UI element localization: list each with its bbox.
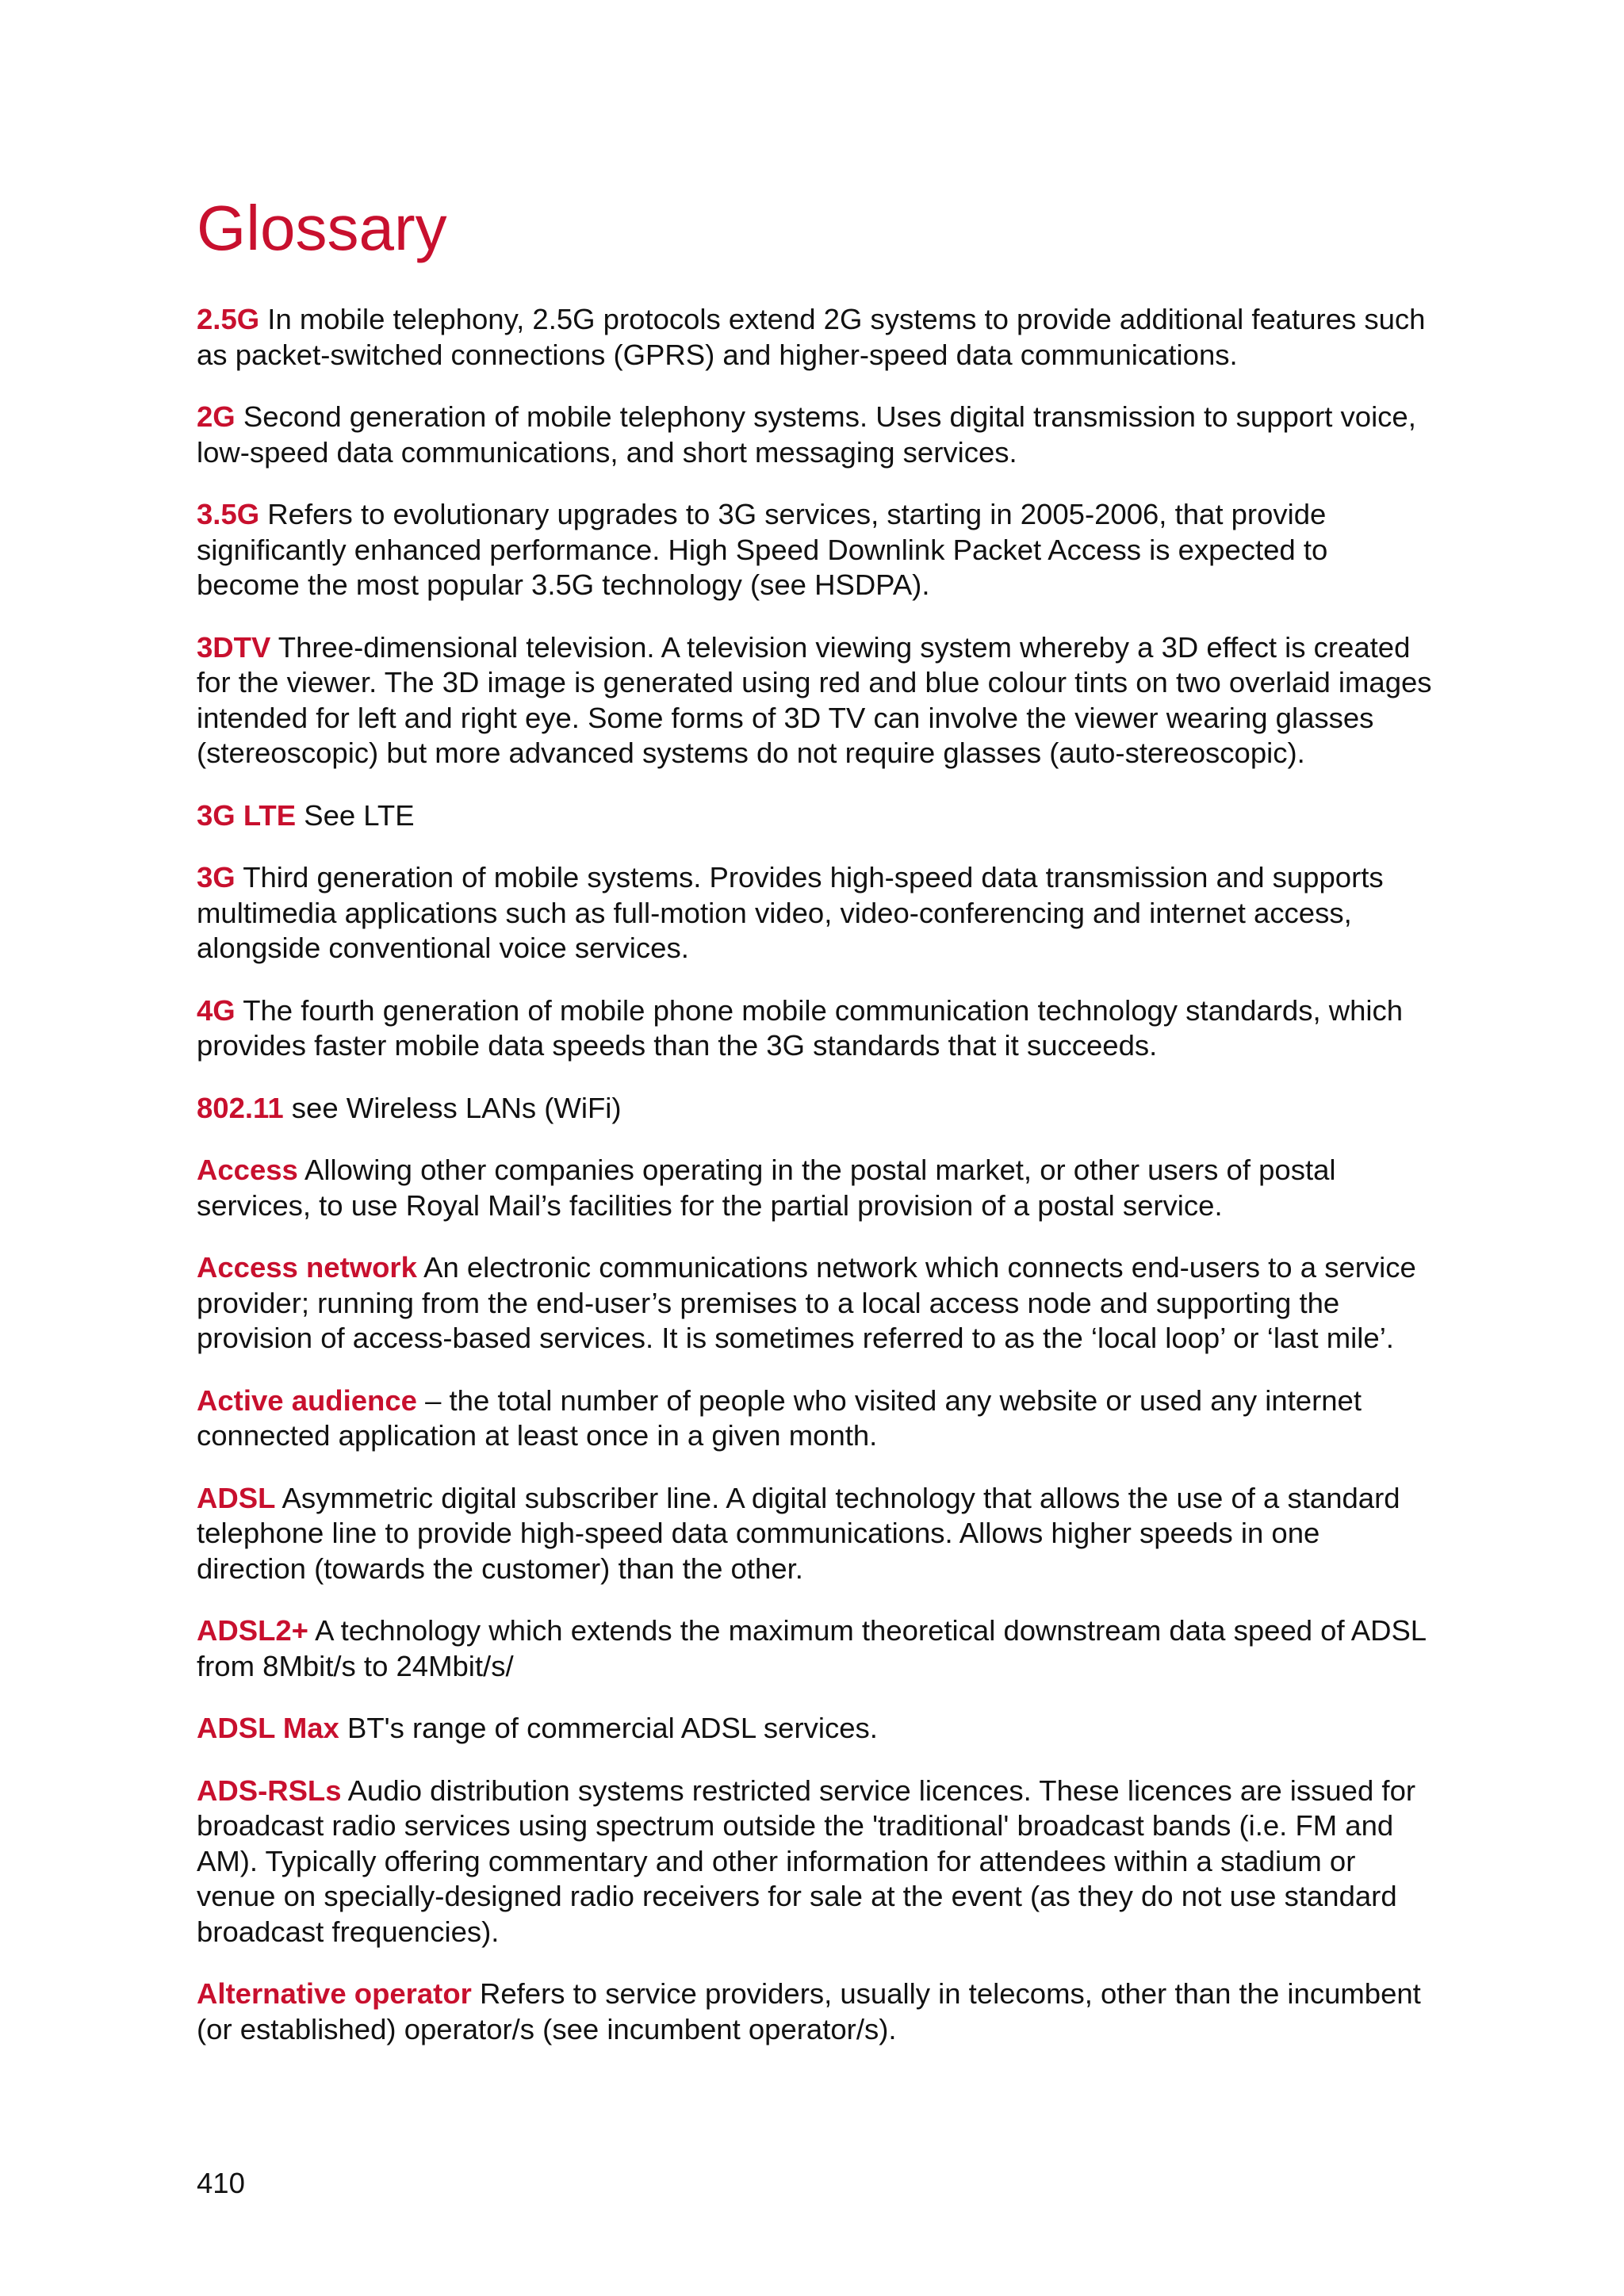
page-number: 410 bbox=[197, 2167, 245, 2199]
glossary-definition: Three-dimensional television. A television viewing system whereby a 3D effect is created for the viewer. The 3D image is generated using red and blue colour tints on two overlaid images intended for left and right eye. Some forms of 3D TV can involve the viewer wearing glasses (stereoscopic) but more advanced systems do not require glasses (auto-stereoscopic). bbox=[197, 630, 1432, 769]
glossary-definition: BT's range of commercial ADSL services. bbox=[347, 1712, 878, 1744]
glossary-term: Alternative operator bbox=[197, 1977, 472, 2010]
glossary-definition: see Wireless LANs (WiFi) bbox=[291, 1091, 622, 1124]
glossary-entry bbox=[197, 497, 1434, 603]
glossary-entry bbox=[197, 1481, 1434, 1587]
glossary-term: Access network bbox=[197, 1251, 417, 1284]
page-title: Glossary bbox=[197, 193, 447, 263]
glossary-entry bbox=[197, 302, 1434, 373]
glossary-definition: Second generation of mobile telephony systems. Uses digital transmission to support voice, low-speed data communications, and short messaging services. bbox=[197, 400, 1416, 469]
glossary-term: 3DTV bbox=[197, 630, 271, 664]
glossary-definition: Asymmetric digital subscriber line. A digital technology that allows the use of a standard telephone line to provide high-speed data communications. Allows higher speeds in one direction (towards the customer) than the other. bbox=[197, 1481, 1400, 1585]
glossary-term: 4G bbox=[197, 993, 236, 1027]
glossary-definition: Refers to service providers, usually in telecoms, other than the incumbent (or established) operator/s (see incumbent operator/s). bbox=[197, 1977, 1421, 2045]
glossary-definition: Audio distribution systems restricted service licences. These licences are issued for broadcast radio services using spectrum outside the 'traditional' broadcast bands (i.e. FM and AM). Typically offering commentary and other information for attendees within a stadium or venue on specially-designed radio receivers for sale at the event (as they do not use standard broadcast frequencies). bbox=[197, 1774, 1416, 1948]
glossary-entry bbox=[197, 1250, 1434, 1357]
glossary-definition: A technology which extends the maximum theoretical downstream data speed of ADSL from 8Mbit/s to 24Mbit/s/ bbox=[197, 1614, 1426, 1682]
glossary-entry bbox=[197, 1383, 1434, 1454]
glossary-term: ADSL bbox=[197, 1481, 276, 1514]
glossary-term: ADS-RSLs bbox=[197, 1774, 342, 1807]
glossary-term: 802.11 bbox=[197, 1091, 284, 1124]
glossary-definition: Third generation of mobile systems. Provides high-speed data transmission and supports multimedia applications such as full-motion video, video-conferencing and internet access, alongside conventional voice services. bbox=[197, 861, 1384, 964]
glossary-entry bbox=[197, 1153, 1434, 1223]
glossary-entry bbox=[197, 1774, 1434, 1950]
glossary-list bbox=[197, 302, 1434, 2074]
glossary-term: 3G LTE bbox=[197, 798, 297, 832]
glossary-term: Active audience bbox=[197, 1383, 417, 1417]
glossary-definition: Allowing other companies operating in the postal market, or other users of postal services, to use Royal Mail’s facilities for the partial provision of a postal service. bbox=[197, 1154, 1336, 1222]
glossary-term: Access bbox=[197, 1154, 298, 1186]
glossary-definition: The fourth generation of mobile phone mobile communication technology standards, which provides faster mobile data speeds than the 3G standards that it succeeds. bbox=[197, 993, 1404, 1062]
glossary-entry bbox=[197, 1613, 1434, 1684]
glossary-entry bbox=[197, 630, 1434, 771]
glossary-term: 3G bbox=[197, 861, 236, 894]
glossary-entry bbox=[197, 1976, 1434, 2047]
glossary-entry bbox=[197, 1091, 1434, 1127]
glossary-term: ADSL2+ bbox=[197, 1614, 308, 1647]
glossary-definition: – the total number of people who visited any website or used any internet connected application at least once in a given month. bbox=[197, 1383, 1362, 1452]
glossary-definition: In mobile telephony, 2.5G protocols extend 2G systems to provide additional features such as packet-switched connections (GPRS) and higher-speed data communications. bbox=[197, 303, 1426, 371]
glossary-entry bbox=[197, 400, 1434, 470]
glossary-entry bbox=[197, 798, 1434, 834]
glossary-definition: See LTE bbox=[304, 798, 415, 832]
glossary-definition: Refers to evolutionary upgrades to 3G services, starting in 2005-2006, that provide significantly enhanced performance. High Speed Downlink Packet Access is expected to become the most popular 3.5G technology (see HSDPA). bbox=[197, 498, 1328, 601]
glossary-term: ADSL Max bbox=[197, 1712, 339, 1744]
glossary-entry bbox=[197, 993, 1434, 1064]
glossary-term: 2.5G bbox=[197, 303, 260, 335]
glossary-definition: An electronic communications network which connects end-users to a service provider; running from the end-user’s premises to a local access node and supporting the provision of access-based services. It is sometimes referred to as the ‘local loop’ or ‘last mile’. bbox=[197, 1251, 1416, 1354]
glossary-term: 2G bbox=[197, 400, 236, 433]
glossary-term: 3.5G bbox=[197, 498, 260, 530]
glossary-entry bbox=[197, 860, 1434, 966]
glossary-entry bbox=[197, 1711, 1434, 1747]
